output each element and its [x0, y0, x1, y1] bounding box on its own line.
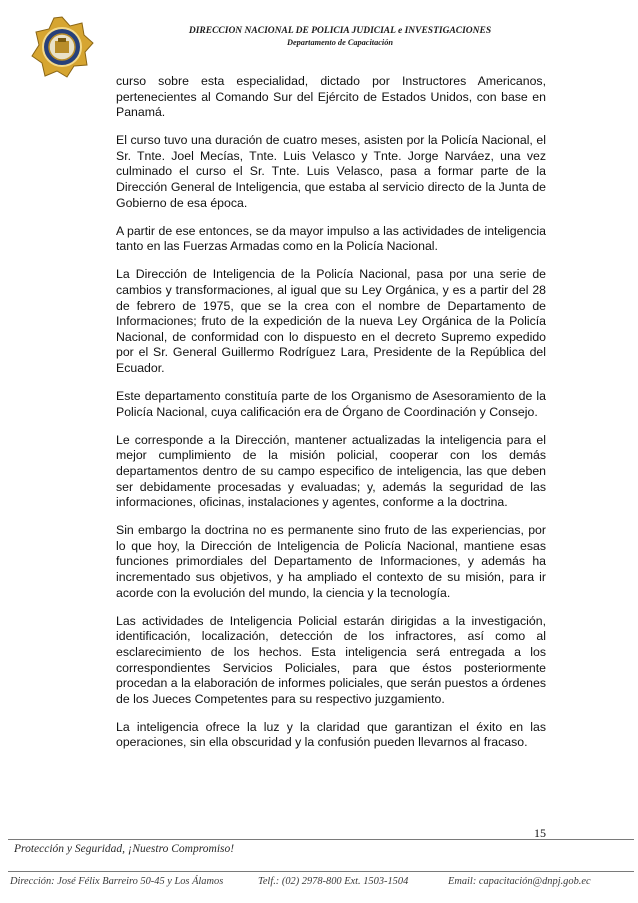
body-paragraph: A partir de ese entonces, se da mayor impulso a las actividades de inteligencia tanto en las Fuerzas Armadas como en la Policía Nacional. — [116, 223, 546, 254]
police-badge-emblem-icon — [30, 16, 94, 78]
body-paragraph: Le corresponde a la Dirección, mantener actualizadas la inteligencia para el mejor cumplimiento de la misión policial, cooperar con los demás departamentos dentro de su campo especifico de inteligencia, las que deben ser debidamente procesadas y evaluadas; y, además la seguridad de las informaciones, oficinas, instalaciones y agentes, conforme a la doctrina. — [116, 432, 546, 510]
body-paragraph: Este departamento constituía parte de los Organismo de Asesoramiento de la Policía Nacional, cuya calificación era de Órgano de Coordinación y Consejo. — [116, 389, 546, 419]
footer-slogan: Protección y Seguridad, ¡Nuestro Compromiso! — [14, 843, 235, 855]
body-paragraph: El curso tuvo una duración de cuatro meses, asisten por la Policía Nacional, el Sr. Tnte. Joel Mecías, Tnte. Luis Velasco y Tnte. Jorge Narváez, una vez culminado el curso el Sr. Tnte. Luis Velasco, pasa a formar parte de la Dirección General de Inteligencia, que estaba al servicio directo de la Junta de Gobierno de esa época. — [116, 133, 546, 210]
footer-address: Dirección: José Félix Barreiro 50-45 y Los Álamos — [10, 876, 224, 887]
document-header — [140, 25, 540, 48]
body-paragraph: curso sobre esta especialidad, dictado por Instructores Americanos, pertenecientes al Comando Sur del Ejército de Estados Unidos, con base en Panamá. — [116, 74, 546, 120]
footer-email: Email: capacitación@dnpj.gob.ec — [448, 876, 591, 887]
footer-divider-top — [8, 839, 634, 840]
footer-phone: Telf.: (02) 2978-800 Ext. 1503-1504 — [258, 876, 409, 887]
body-paragraph: Las actividades de Inteligencia Policial estarán dirigidas a la investigación, identificación, localización, detección de los infractores, así como al esclarecimiento de los hechos. Esta inteligencia será entregada a los correspondientes Servicios Policiales, para que éstos posteriormente procedan a la elaboración de informes policiales, que serán puestos a órdenes de los Jueces Competentes para su respectivo juzgamiento. — [116, 613, 546, 706]
header-organization: DIRECCION NACIONAL DE POLICIA JUDICIAL e INVESTIGACIONES — [188, 26, 492, 36]
header-department: Departamento de Capacitación — [286, 38, 393, 47]
body-paragraph: La inteligencia ofrece la luz y la claridad que garantizan el éxito en las operaciones, sin ella obscuridad y la confusión pueden llevarnos al fracaso. — [116, 719, 546, 750]
body-paragraph: Sin embargo la doctrina no es permanente sino fruto de las experiencias, por lo que hoy, la Dirección de Inteligencia de Policía Nacional, mantiene esas funciones primordiales del Departamento de Informaciones, y además ha incrementado sus objetivos, y ha ampliado el contexto de su misión, para ir acorde con la evolución del mundo, la ciencia y la tecnología. — [116, 523, 546, 600]
footer-divider-bottom — [8, 871, 634, 872]
page-number: 15 — [534, 826, 546, 840]
document-body — [116, 74, 546, 763]
body-paragraph: La Dirección de Inteligencia de la Policía Nacional, pasa por una serie de cambios y transformaciones, al igual que su Ley Orgánica, y es a partir del 28 de febrero de 1975, que se la crea con el nombre de Departamento de Informaciones; fruto de la expedición de la nueva Ley Orgánica de la Policía Nacional, de conformidad con lo dispuesto en el decreto Supremo expedido por el Sr. General Guillermo Rodríguez Lara, Presidente de la República del Ecuador. — [116, 267, 546, 375]
